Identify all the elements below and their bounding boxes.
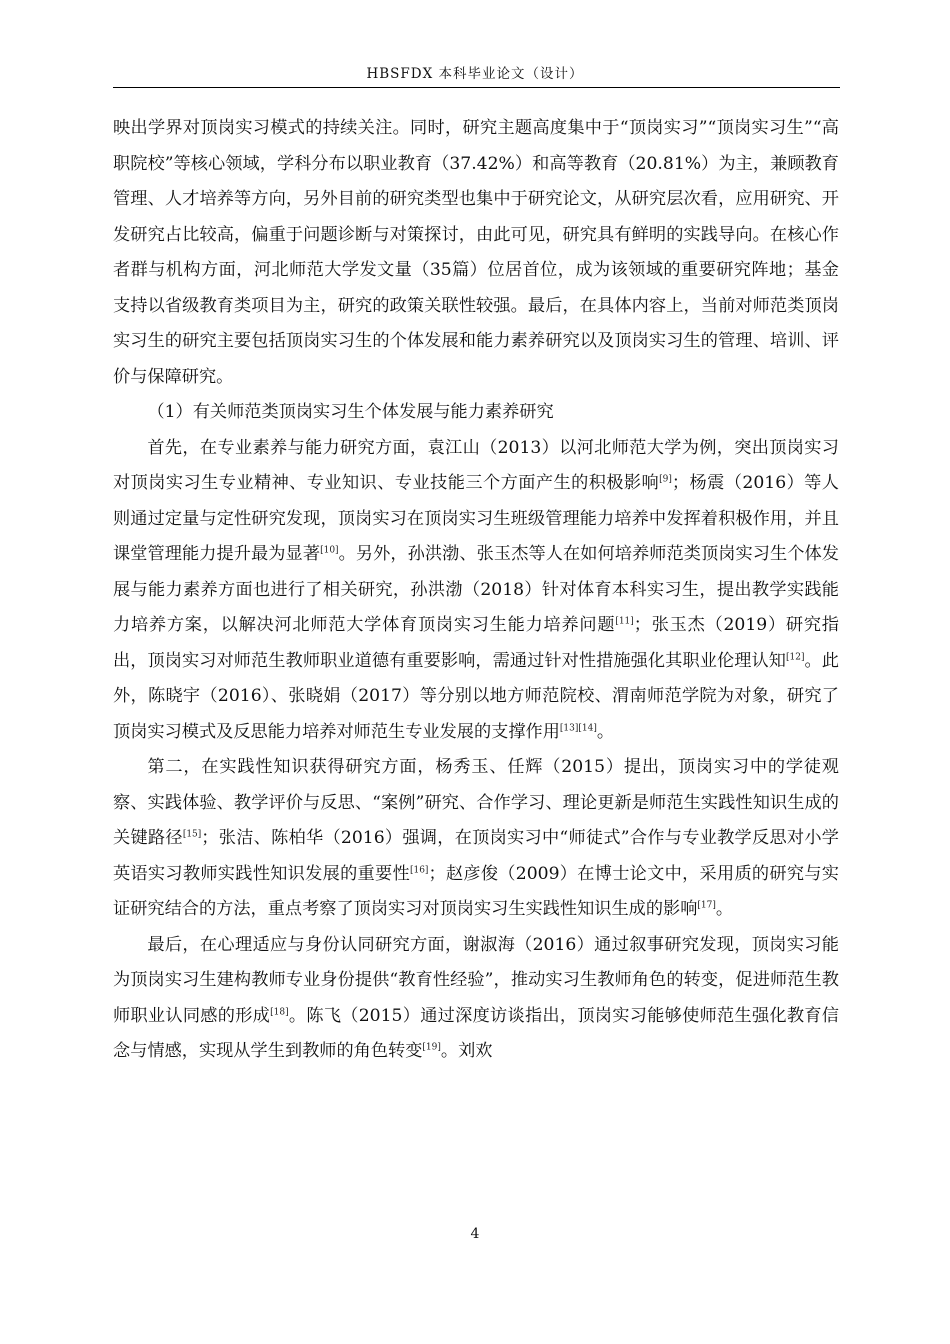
text-run: 映出学界对顶岗实习模式的持续关注。同时，研究主题高度集中于“顶岗实习”“顶岗实习生”“高职院校”等核心领域，学科分布以职业教育（37.42%）和高等教育（20.81%）为主，兼顾教育管理、人才培养等方向，另外目前的研究类型也集中于研究论文，从研究层次看，应用研究、开发研究占比较高，偏重于问题诊断与对策探讨，由此可见，研究具有鲜明的实践导向。在核心作者群与机构方面，河北师范大学发文量（35篇）位居首位，成为该领域的重要研究阵地；基金支持以省级教育类项目为主，研究的政策关联性较强。最后，在具体内容上，当前对师范类顶岗实习生的研究主要包括顶岗实习生的个体发展和能力素养研究以及顶岗实习生的管理、培训、评价与保障研究。 <box>113 118 839 387</box>
paragraph <box>113 750 839 928</box>
text-run: 。陈飞（2015）通过深度访谈指出，顶岗实习能够使师范生强化教育信念与情感，实现从学生到教师的角色转变 <box>113 1005 839 1061</box>
paragraph <box>113 431 839 751</box>
citation-ref: [15] <box>182 829 202 840</box>
citation-ref: [11] <box>615 616 634 627</box>
text-run: ；杨震（2016）等人则通过定量与定性研究发现，顶岗实习在顶岗实习生班级管理能力培养中发挥着积极作用，并且课堂管理能力提升最为显著 <box>113 473 839 564</box>
header-rule <box>113 87 840 88</box>
citation-ref: [10] <box>320 545 339 556</box>
citation-ref: [17] <box>697 900 716 911</box>
text-run: 。 <box>715 899 734 919</box>
section-heading <box>113 395 839 431</box>
text-run: （1）有关师范类顶岗实习生个体发展与能力素养研究 <box>147 402 554 422</box>
body-text <box>113 111 839 1070</box>
text-run: 第二，在实践性知识获得研究方面，杨秀玉、任辉（2015）提出，顶岗实习中的学徒观察、实践体验、教学评价与反思、“案例”研究、合作学习、理论更新是师范生实践性知识生成的关键路径 <box>113 757 839 848</box>
page-number: 4 <box>470 1226 480 1242</box>
text-run: ；张玉杰（2019）研究指出，顶岗实习对师范生教师职业道德有重要影响，需通过针对性措施强化其职业伦理认知 <box>113 615 839 671</box>
citation-ref: [18] <box>270 1006 289 1017</box>
text-run: 。此外，陈晓宇（2016）、张晓娟（2017）等分别以地方师范院校、渭南师范学院为对象，研究了顶岗实习模式及反思能力培养对师范生专业发展的支撑作用 <box>113 650 839 742</box>
citation-ref: [13][14] <box>559 722 597 733</box>
citation-ref: [19] <box>422 1042 441 1053</box>
citation-ref: [12] <box>785 651 805 662</box>
running-header: HBSFDX 本科毕业论文（设计） <box>366 66 584 82</box>
paragraph <box>113 111 839 395</box>
text-run: ；张洁、陈柏华（2016）强调，在顶岗实习中“师徒式”合作与专业教学反思对小学英语实习教师实践性知识发展的重要性 <box>113 828 839 884</box>
text-run: ；赵彦俊（2009）在博士论文中，采用质的研究与实证研究结合的方法，重点考察了顶岗实习对顶岗实习生实践性知识生成的影响 <box>113 863 839 919</box>
text-run: 最后，在心理适应与身份认同研究方面，谢淑海（2016）通过叙事研究发现，顶岗实习能为顶岗实习生建构教师专业身份提供“教育性经验”，推动实习生教师角色的转变，促进师范生教师职业认同感的形成 <box>113 934 839 1026</box>
text-run: 首先，在专业素养与能力研究方面，袁江山（2013）以河北师范大学为例，突出顶岗实习对顶岗实习生专业精神、专业知识、专业技能三个方面产生的积极影响 <box>113 437 839 493</box>
citation-ref: [9] <box>659 474 672 485</box>
text-run: 。 <box>596 721 615 742</box>
paragraph <box>113 928 839 1070</box>
citation-ref: [16] <box>409 864 429 875</box>
text-run: 。刘欢 <box>440 1041 493 1061</box>
text-run: 。另外，孙洪渤、张玉杰等人在如何培养师范类顶岗实习生个体发展与能力素养方面也进行了相关研究，孙洪渤（2018）针对体育本科实习生，提出教学实践能力培养方案，以解决河北师范大学体育顶岗实习生能力培养问题 <box>113 544 839 635</box>
